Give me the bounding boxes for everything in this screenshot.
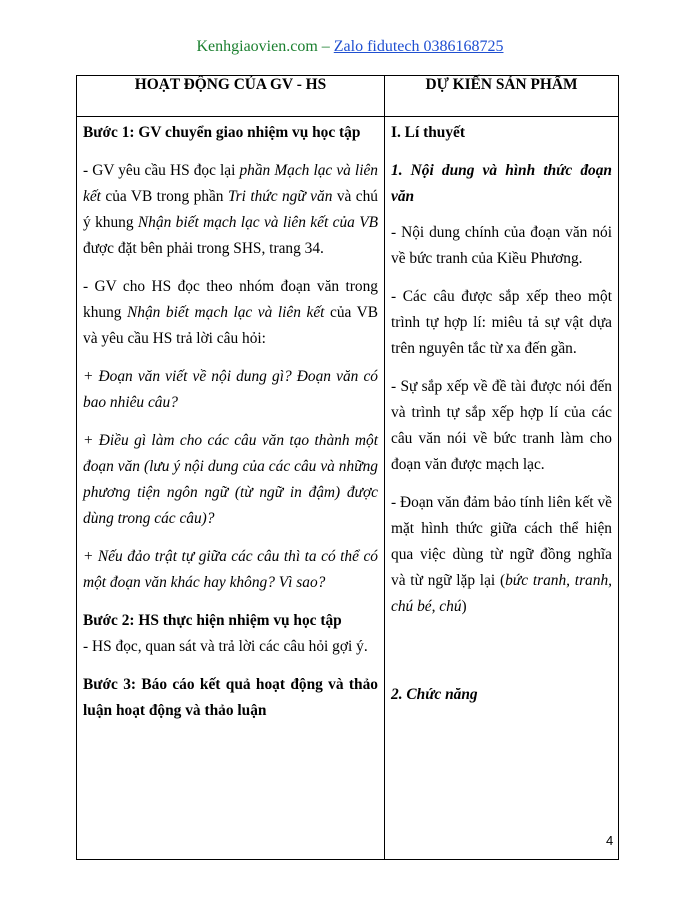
subsection-function: 2. Chức năng — [391, 686, 478, 703]
instruction-paragraph-2: - GV cho HS đọc theo nhóm đoạn văn trong khung Nhận biết mạch lạc và liên kết của VB và yêu cầu HS trả lời câu hỏi: — [83, 278, 378, 347]
page-header — [0, 38, 700, 56]
product-item-4: - Đoạn văn đảm bảo tính liên kết về mặt hình thức giữa cách thể hiện qua việc dùng từ ngữ đồng nghĩa và từ ngữ lặp lại (bức tranh, tranh, chú bé, chú) — [391, 494, 612, 615]
zalo-link[interactable]: Zalo fidutech 0386168725 — [333, 38, 504, 55]
lesson-table — [76, 75, 619, 860]
step1-title: Bước 1: GV chuyển giao nhiệm vụ học tập — [83, 124, 361, 141]
question-2: + Điều gì làm cho các câu văn tạo thành một đoạn văn (lưu ý nội dung của các câu và những phương tiện ngôn ngữ (từ ngữ in đậm) được dùng trong các câu)? — [83, 432, 378, 527]
expected-products-cell — [385, 117, 619, 860]
page-number: 4 — [606, 833, 614, 848]
teacher-student-activities-cell — [77, 117, 385, 860]
table-row — [77, 117, 619, 860]
product-item-3: - Sự sắp xếp về đề tài được nói đến và trình tự sắp xếp hợp lí của các câu văn nói về bức tranh làm cho đoạn văn được mạch lạc. — [391, 378, 612, 473]
question-1: + Đoạn văn viết về nội dung gì? Đoạn văn có bao nhiêu câu? — [83, 368, 378, 411]
subsection-content-form: 1. Nội dung và hình thức đoạn văn — [391, 162, 612, 205]
step3-title: Bước 3: Báo cáo kết quả hoạt động và thảo luận hoạt động và thảo luận — [83, 676, 378, 719]
step2-title: Bước 2: HS thực hiện nhiệm vụ học tập — [83, 612, 342, 629]
question-3: + Nếu đảo trật tự giữa các câu thì ta có thể có một đoạn văn khác hay không? Vì sao? — [83, 548, 378, 591]
header-separator: – — [317, 38, 334, 55]
step2-text: - HS đọc, quan sát và trả lời các câu hỏi gợi ý. — [83, 638, 368, 655]
section-theory: I. Lí thuyết — [391, 124, 465, 141]
site-name: Kenhgiaovien.com — [196, 38, 318, 55]
product-item-2: - Các câu được sắp xếp theo một trình tự hợp lí: miêu tả sự vật dựa trên nguyên tắc từ xa đến gần. — [391, 288, 612, 357]
table-header-row — [77, 76, 619, 117]
instruction-paragraph-1: - GV yêu cầu HS đọc lại phần Mạch lạc và liên kết của VB trong phần Tri thức ngữ văn và chú ý khung Nhận biết mạch lạc và liên kết của VB được đặt bên phải trong SHS, trang 34. — [83, 162, 379, 257]
col1-header: HOẠT ĐỘNG CỦA GV - HS — [77, 76, 385, 117]
col2-header: DỰ KIẾN SẢN PHẨM — [385, 76, 619, 117]
product-item-1: - Nội dung chính của đoạn văn nói về bức tranh của Kiều Phương. — [391, 224, 612, 267]
